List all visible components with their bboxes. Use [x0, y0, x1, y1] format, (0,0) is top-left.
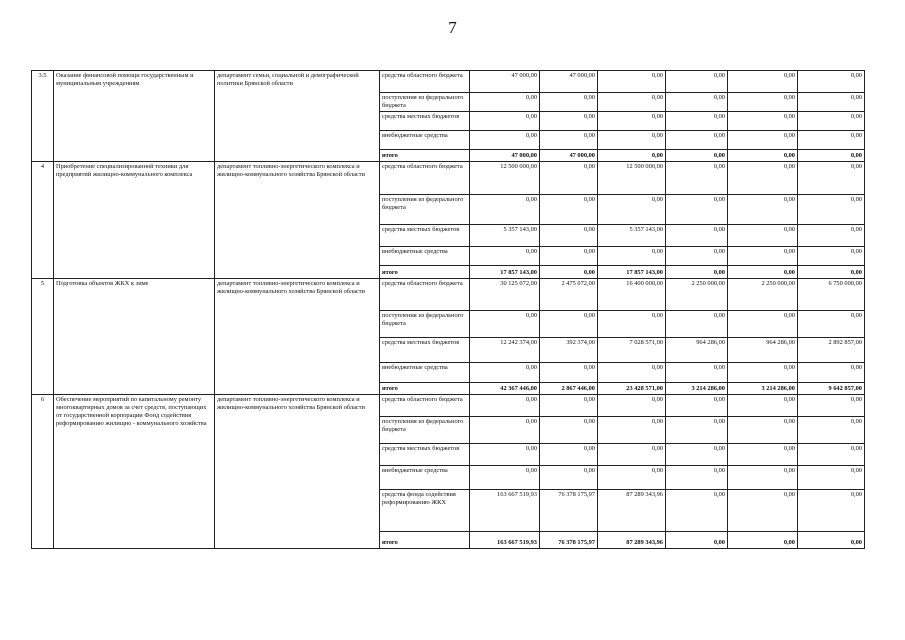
amount-cell: 0,00: [666, 266, 728, 279]
amount-cell: 0,00: [666, 225, 728, 247]
amount-cell: 0,00: [666, 150, 728, 162]
funding-source-label: итого: [380, 383, 470, 395]
amount-cell: 12 242 374,00: [470, 338, 540, 363]
amount-cell: 12 500 000,00: [598, 162, 666, 195]
funding-source-label: внебюджетные средства: [380, 363, 470, 383]
amount-cell: 2 892 857,00: [798, 338, 865, 363]
budget-table: [31, 70, 865, 549]
amount-cell: 0,00: [798, 131, 865, 150]
amount-cell: 0,00: [728, 490, 798, 532]
amount-cell: 17 857 143,00: [470, 266, 540, 279]
amount-cell: 0,00: [728, 466, 798, 490]
amount-cell: 42 367 446,00: [470, 383, 540, 395]
amount-cell: 47 000,00: [470, 150, 540, 162]
row-executor: департамент семьи, социальной и демографической политики Брянской области: [215, 71, 380, 162]
funding-source-label: поступления из федерального бюджета: [380, 417, 470, 444]
funding-source-label: итого: [380, 150, 470, 162]
amount-cell: 0,00: [666, 532, 728, 549]
amount-cell: 0,00: [666, 71, 728, 93]
amount-cell: 47 000,00: [540, 150, 598, 162]
amount-cell: 0,00: [728, 395, 798, 417]
table-row: [32, 162, 865, 195]
amount-cell: 0,00: [470, 363, 540, 383]
amount-cell: 163 667 519,93: [470, 490, 540, 532]
amount-cell: 5 357 143,00: [598, 225, 666, 247]
amount-cell: 0,00: [728, 112, 798, 131]
amount-cell: 0,00: [666, 162, 728, 195]
amount-cell: 9 642 857,00: [798, 383, 865, 395]
amount-cell: 0,00: [540, 363, 598, 383]
amount-cell: 0,00: [798, 247, 865, 266]
amount-cell: 0,00: [598, 466, 666, 490]
amount-cell: 0,00: [728, 131, 798, 150]
amount-cell: 0,00: [728, 71, 798, 93]
amount-cell: 0,00: [598, 311, 666, 338]
amount-cell: 0,00: [598, 131, 666, 150]
amount-cell: 0,00: [470, 93, 540, 112]
row-index: 4: [32, 162, 54, 279]
amount-cell: 0,00: [470, 311, 540, 338]
funding-source-label: средства областного бюджета: [380, 279, 470, 311]
amount-cell: 0,00: [470, 247, 540, 266]
funding-source-label: средства областного бюджета: [380, 395, 470, 417]
amount-cell: 0,00: [728, 150, 798, 162]
amount-cell: 0,00: [666, 93, 728, 112]
amount-cell: 87 289 343,96: [598, 490, 666, 532]
amount-cell: 0,00: [470, 444, 540, 466]
funding-source-label: средства фонда содействия реформированию ЖКХ: [380, 490, 470, 532]
amount-cell: 0,00: [540, 93, 598, 112]
amount-cell: 0,00: [728, 195, 798, 225]
amount-cell: 0,00: [728, 532, 798, 549]
row-executor: департамент топливно-энергетического комплекса и жилищно-коммунального хозяйства Брянской области: [215, 279, 380, 395]
amount-cell: 0,00: [598, 417, 666, 444]
amount-cell: 964 286,00: [728, 338, 798, 363]
funding-source-label: средства местных бюджетов: [380, 225, 470, 247]
amount-cell: 0,00: [598, 195, 666, 225]
amount-cell: 0,00: [798, 490, 865, 532]
amount-cell: 0,00: [666, 466, 728, 490]
amount-cell: 0,00: [540, 266, 598, 279]
funding-source-label: итого: [380, 532, 470, 549]
table-row: [32, 71, 865, 93]
amount-cell: 0,00: [540, 195, 598, 225]
funding-source-label: поступления из федерального бюджета: [380, 93, 470, 112]
amount-cell: 0,00: [728, 162, 798, 195]
amount-cell: 0,00: [798, 71, 865, 93]
amount-cell: 0,00: [798, 395, 865, 417]
amount-cell: 0,00: [728, 266, 798, 279]
amount-cell: 0,00: [598, 444, 666, 466]
amount-cell: 0,00: [728, 247, 798, 266]
amount-cell: 2 250 000,00: [666, 279, 728, 311]
amount-cell: 0,00: [666, 363, 728, 383]
funding-source-label: итого: [380, 266, 470, 279]
funding-source-label: внебюджетные средства: [380, 131, 470, 150]
amount-cell: 0,00: [540, 247, 598, 266]
funding-source-label: внебюджетные средства: [380, 247, 470, 266]
table-body: [32, 71, 865, 549]
amount-cell: 0,00: [798, 363, 865, 383]
funding-source-label: средства областного бюджета: [380, 71, 470, 93]
amount-cell: 0,00: [798, 532, 865, 549]
amount-cell: 0,00: [470, 466, 540, 490]
amount-cell: 0,00: [798, 150, 865, 162]
amount-cell: 0,00: [470, 112, 540, 131]
amount-cell: 0,00: [598, 395, 666, 417]
amount-cell: 0,00: [598, 71, 666, 93]
amount-cell: 0,00: [540, 225, 598, 247]
amount-cell: 76 378 175,97: [540, 532, 598, 549]
amount-cell: 23 428 571,00: [598, 383, 666, 395]
amount-cell: 3 214 286,00: [728, 383, 798, 395]
funding-source-label: средства местных бюджетов: [380, 338, 470, 363]
amount-cell: 0,00: [728, 417, 798, 444]
amount-cell: 0,00: [728, 225, 798, 247]
amount-cell: 163 667 519,93: [470, 532, 540, 549]
row-activity-name: Обеспечение мероприятий по капитальному ремонту многоквартирных домов за счет средств, поступающих от государственной корпорации Фонд содействия реформированию жилищно - коммунального хозяйства: [54, 395, 215, 549]
row-index: 3.5: [32, 71, 54, 162]
amount-cell: 3 214 286,00: [666, 383, 728, 395]
row-activity-name: Приобретение специализированной техники для предприятий жилищно-коммунального комплекса: [54, 162, 215, 279]
amount-cell: 0,00: [666, 131, 728, 150]
amount-cell: 0,00: [598, 112, 666, 131]
table-row: [32, 279, 865, 311]
amount-cell: 0,00: [470, 131, 540, 150]
amount-cell: 0,00: [540, 162, 598, 195]
amount-cell: 87 289 343,96: [598, 532, 666, 549]
funding-source-label: поступления из федерального бюджета: [380, 311, 470, 338]
amount-cell: 30 125 072,00: [470, 279, 540, 311]
amount-cell: 0,00: [798, 93, 865, 112]
amount-cell: 0,00: [666, 417, 728, 444]
amount-cell: 964 286,00: [666, 338, 728, 363]
amount-cell: 0,00: [666, 490, 728, 532]
amount-cell: 0,00: [798, 266, 865, 279]
amount-cell: 47 000,00: [470, 71, 540, 93]
amount-cell: 0,00: [666, 195, 728, 225]
funding-source-label: поступления из федерального бюджета: [380, 195, 470, 225]
amount-cell: 392 374,00: [540, 338, 598, 363]
row-executor: департамент топливно-энергетического комплекса и жилищно-коммунального хозяйства Брянской области: [215, 162, 380, 279]
amount-cell: 7 028 571,00: [598, 338, 666, 363]
amount-cell: 0,00: [666, 311, 728, 338]
amount-cell: 0,00: [598, 247, 666, 266]
amount-cell: 0,00: [798, 225, 865, 247]
page-number: 7: [448, 18, 457, 37]
amount-cell: 0,00: [540, 131, 598, 150]
funding-source-label: средства областного бюджета: [380, 162, 470, 195]
amount-cell: 0,00: [598, 363, 666, 383]
amount-cell: 0,00: [798, 112, 865, 131]
amount-cell: 0,00: [470, 417, 540, 444]
amount-cell: 47 000,00: [540, 71, 598, 93]
table-row: [32, 395, 865, 417]
amount-cell: 76 378 175,97: [540, 490, 598, 532]
amount-cell: 0,00: [540, 466, 598, 490]
amount-cell: 0,00: [798, 162, 865, 195]
amount-cell: 0,00: [540, 112, 598, 131]
row-index: 6: [32, 395, 54, 549]
amount-cell: 2 867 446,00: [540, 383, 598, 395]
amount-cell: 0,00: [666, 112, 728, 131]
amount-cell: 0,00: [666, 395, 728, 417]
amount-cell: 0,00: [598, 93, 666, 112]
amount-cell: 0,00: [540, 444, 598, 466]
amount-cell: 0,00: [470, 195, 540, 225]
amount-cell: 0,00: [798, 444, 865, 466]
amount-cell: 6 750 000,00: [798, 279, 865, 311]
amount-cell: 0,00: [728, 363, 798, 383]
amount-cell: 16 400 000,00: [598, 279, 666, 311]
funding-source-label: средства местных бюджетов: [380, 444, 470, 466]
funding-source-label: внебюджетные средства: [380, 466, 470, 490]
funding-source-label: средства местных бюджетов: [380, 112, 470, 131]
amount-cell: 0,00: [728, 93, 798, 112]
amount-cell: 0,00: [798, 417, 865, 444]
amount-cell: 0,00: [666, 444, 728, 466]
amount-cell: 2 250 000,00: [728, 279, 798, 311]
amount-cell: 0,00: [798, 311, 865, 338]
amount-cell: 12 500 000,00: [470, 162, 540, 195]
amount-cell: 0,00: [666, 247, 728, 266]
amount-cell: 17 857 143,00: [598, 266, 666, 279]
amount-cell: 5 357 143,00: [470, 225, 540, 247]
amount-cell: 0,00: [598, 150, 666, 162]
amount-cell: 2 475 072,00: [540, 279, 598, 311]
row-index: 5: [32, 279, 54, 395]
amount-cell: 0,00: [540, 311, 598, 338]
amount-cell: 0,00: [728, 444, 798, 466]
row-executor: департамент топливно-энергетического комплекса и жилищно-коммунального хозяйства Брянской области: [215, 395, 380, 549]
row-activity-name: Подготовка объектов ЖКХ к зиме: [54, 279, 215, 395]
amount-cell: 0,00: [798, 466, 865, 490]
amount-cell: 0,00: [540, 417, 598, 444]
amount-cell: 0,00: [540, 395, 598, 417]
amount-cell: 0,00: [470, 395, 540, 417]
amount-cell: 0,00: [728, 311, 798, 338]
row-activity-name: Оказание финансовой помощи государственным и муниципальным учреждениям: [54, 71, 215, 162]
amount-cell: 0,00: [798, 195, 865, 225]
